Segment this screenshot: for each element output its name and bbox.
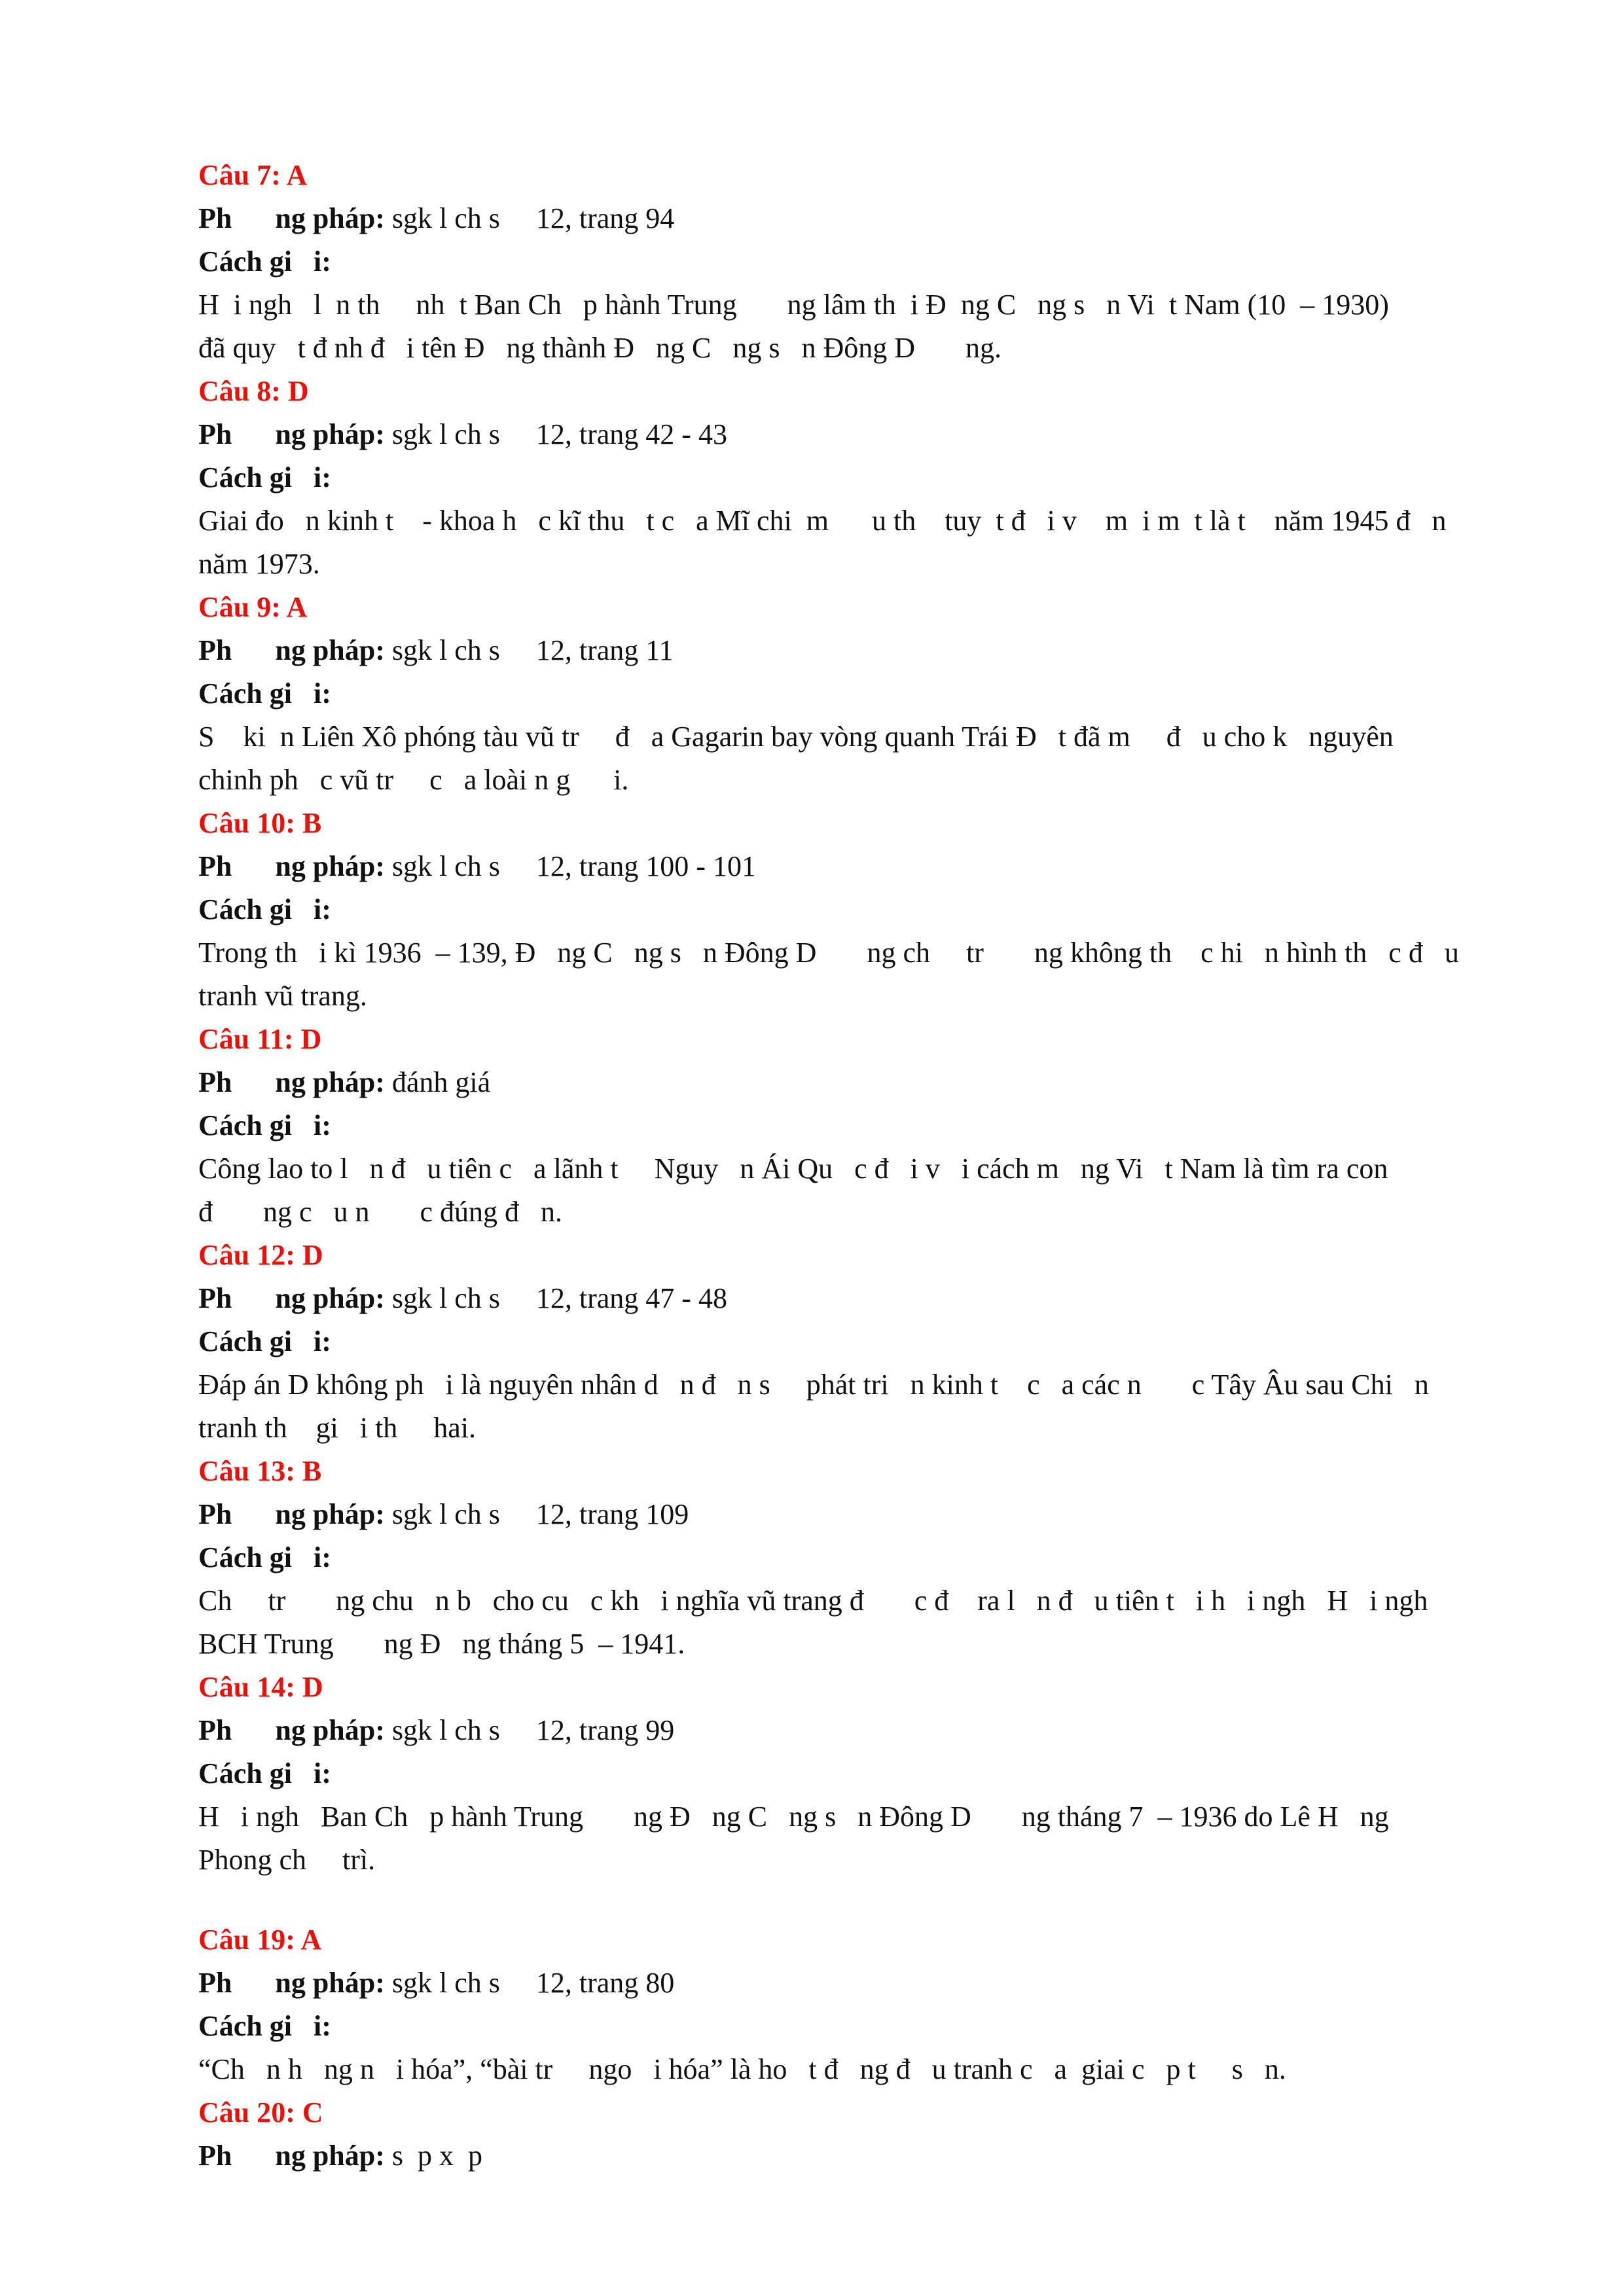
explanation-line: Ch tr ng chu n b cho cu c kh i nghĩa vũ trang đ c đ ra l n đ u tiên t i h i ngh H i ngh [198, 1585, 1428, 1617]
solution-label: Cách gi i: [198, 1325, 331, 1357]
method-label: Ph ng pháp: [198, 2140, 385, 2172]
question-block-11 [198, 1018, 1494, 1234]
explanation-line: năm 1973. [198, 548, 320, 580]
solution-label: Cách gi i: [198, 677, 331, 709]
method-text: s p x p [384, 2140, 483, 2172]
explanation-line: Giai đo n kinh t - khoa h c kĩ thu t c a Mĩ chi m u th tuy t đ i v m i m t là t năm 1945 đ n [198, 505, 1447, 537]
question-title: Câu 10: B [198, 807, 322, 839]
method-label: Ph ng pháp: [198, 634, 385, 666]
explanation-line: chinh ph c vũ tr c a loài n g i. [198, 764, 629, 796]
solution-label: Cách gi i: [198, 1109, 331, 1141]
method-label: Ph ng pháp: [198, 1967, 385, 1999]
method-label: Ph ng pháp: [198, 1498, 385, 1530]
question-title: Câu 8: D [198, 375, 309, 407]
solution-label: Cách gi i: [198, 461, 331, 493]
question-title: Câu 11: D [198, 1023, 322, 1055]
solution-label: Cách gi i: [198, 1757, 331, 1789]
method-text: sgk l ch s 12, trang 109 [384, 1498, 689, 1530]
explanation-line: tranh vũ trang. [198, 980, 367, 1012]
question-title: Câu 19: A [198, 1924, 322, 1956]
method-text: sgk l ch s 12, trang 100 - 101 [384, 850, 756, 882]
explanation-line: S ki n Liên Xô phóng tàu vũ tr đ a Gagarin bay vòng quanh Trái Đ t đã m đ u cho k nguyên [198, 721, 1394, 753]
method-label: Ph ng pháp: [198, 1066, 385, 1098]
question-block-9 [198, 586, 1494, 802]
question-title: Câu 14: D [198, 1671, 323, 1703]
solution-label: Cách gi i: [198, 2010, 331, 2042]
solution-label: Cách gi i: [198, 245, 331, 278]
method-label: Ph ng pháp: [198, 418, 385, 450]
method-label: Ph ng pháp: [198, 850, 385, 882]
method-text: sgk l ch s 12, trang 11 [384, 634, 674, 666]
explanation-line: Trong th i kì 1936 – 139, Đ ng C ng s n Đông D ng ch tr ng không th c hi n hình th c đ u [198, 937, 1459, 969]
question-block-12 [198, 1234, 1494, 1450]
method-text: sgk l ch s 12, trang 99 [384, 1714, 675, 1746]
explanation-line: đã quy t đ nh đ i tên Đ ng thành Đ ng C ng s n Đông D ng. [198, 332, 1002, 364]
explanation-line: đ ng c u n c đúng đ n. [198, 1196, 563, 1228]
method-text: sgk l ch s 12, trang 42 - 43 [384, 418, 727, 450]
method-label: Ph ng pháp: [198, 1282, 385, 1314]
question-block-7 [198, 154, 1494, 370]
question-block-14 [198, 1666, 1494, 1882]
document-content [198, 154, 1494, 2178]
question-title: Câu 20: C [198, 2096, 323, 2128]
question-block-13 [198, 1450, 1494, 1666]
explanation-line: BCH Trung ng Đ ng tháng 5 – 1941. [198, 1628, 685, 1660]
question-title: Câu 12: D [198, 1239, 323, 1271]
question-title: Câu 7: A [198, 159, 308, 191]
question-block-10 [198, 802, 1494, 1018]
explanation-line: H i ngh Ban Ch p hành Trung ng Đ ng C ng s n Đông D ng tháng 7 – 1936 do Lê H ng [198, 1801, 1389, 1833]
method-text: sgk l ch s 12, trang 47 - 48 [384, 1282, 727, 1314]
method-label: Ph ng pháp: [198, 1714, 385, 1746]
question-title: Câu 9: A [198, 591, 308, 623]
solution-label: Cách gi i: [198, 893, 331, 925]
question-block-20 [198, 2091, 1494, 2178]
explanation-line: Đáp án D không ph i là nguyên nhân d n đ n s phát tri n kinh t c a các n c Tây Âu sau Chi n [198, 1369, 1429, 1401]
explanation-line: H i ngh l n th nh t Ban Ch p hành Trung ng lâm th i Đ ng C ng s n Vi t Nam (10 – 1930) [198, 289, 1389, 321]
method-text: đánh giá [384, 1066, 491, 1098]
question-block-8 [198, 370, 1494, 586]
question-title: Câu 13: B [198, 1455, 322, 1487]
method-text: sgk l ch s 12, trang 94 [384, 202, 675, 234]
explanation-line: “Ch n h ng n i hóa”, “bài tr ngo i hóa” là ho t đ ng đ u tranh c a giai c p t s n. [198, 2053, 1286, 2085]
explanation-line: Phong ch trì. [198, 1844, 376, 1876]
solution-label: Cách gi i: [198, 1541, 331, 1573]
question-block-19 [198, 1918, 1494, 2091]
explanation-line: tranh th gi i th hai. [198, 1412, 477, 1444]
method-label: Ph ng pháp: [198, 202, 385, 234]
explanation-line: Công lao to l n đ u tiên c a lãnh t Nguy n Ái Qu c đ i v i cách m ng Vi t Nam là tìm ra con [198, 1153, 1388, 1185]
method-text: sgk l ch s 12, trang 80 [384, 1967, 675, 1999]
